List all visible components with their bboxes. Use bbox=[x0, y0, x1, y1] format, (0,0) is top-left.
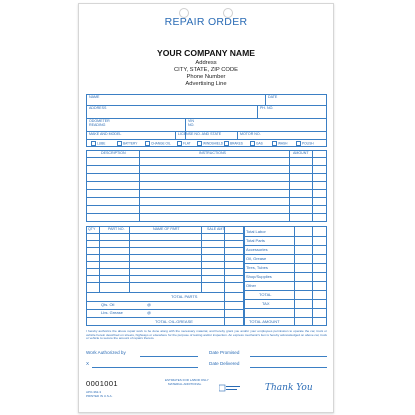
date-label: DATE bbox=[268, 95, 278, 99]
work-authorized-label: Work Authorized by bbox=[86, 350, 126, 355]
no-label: NO. bbox=[188, 123, 195, 127]
total-label: TOTAL bbox=[259, 292, 272, 297]
checkbox-gas[interactable]: GAS bbox=[250, 141, 263, 146]
form-code: APO-362-3 bbox=[86, 390, 102, 394]
tires-tubes-label: Tires, Tubes bbox=[246, 265, 268, 270]
odometer-label: ODOMETER bbox=[89, 119, 110, 123]
sale-amt-header: SALE AMT bbox=[207, 227, 225, 231]
instructions-header: INSTRUCTIONS bbox=[199, 151, 226, 155]
repair-order-form bbox=[78, 3, 334, 413]
company-advertising: Advertising Line bbox=[185, 81, 227, 87]
date-delivered-label: Date Delivered bbox=[209, 361, 240, 366]
checkbox-brakes[interactable]: BRAKES bbox=[224, 141, 243, 146]
company-phone: Phone Number bbox=[186, 74, 226, 80]
company-name: YOUR COMPANY NAME bbox=[156, 48, 256, 58]
reading-label: READING bbox=[89, 123, 106, 127]
description-header: DESCRIPTION bbox=[101, 151, 126, 155]
license-label: LICENSE NO. AND STATE bbox=[178, 132, 222, 136]
make-model-label: MAKE AND MODEL bbox=[89, 132, 122, 136]
checkbox-polish[interactable]: POLISH bbox=[296, 141, 314, 146]
qty-header: QTY bbox=[88, 227, 96, 231]
other-label: Other bbox=[246, 283, 257, 288]
lbs-grease-label: Lbs. Grease bbox=[101, 310, 123, 315]
thank-you-text: Thank You bbox=[265, 383, 313, 393]
shop-supplies-label: Shop/Supplies bbox=[246, 274, 272, 279]
total-parts-label: TOTAL PARTS bbox=[171, 294, 198, 299]
date-promised-line[interactable] bbox=[250, 356, 327, 357]
date-delivered-line[interactable] bbox=[250, 367, 327, 368]
form-title: REPAIR ORDER bbox=[164, 16, 248, 28]
total-amount-label: TOTAL AMOUNT bbox=[249, 319, 280, 324]
checkbox-wash[interactable]: WASH bbox=[272, 141, 287, 146]
company-city: CITY, STATE, ZIP CODE bbox=[174, 67, 238, 73]
work-authorized-line[interactable] bbox=[140, 356, 198, 357]
amount-header: AMOUNT bbox=[293, 151, 309, 155]
x-mark: X bbox=[86, 361, 90, 366]
accessories-label: Accessories bbox=[246, 247, 268, 252]
oil-grease-label: Oil, Grease bbox=[246, 256, 267, 261]
checkbox-battery[interactable]: BATTERY bbox=[117, 141, 137, 146]
authorization-text: I hereby authorize the above repair work to be done along with the necessary material, and hereby grant you and/or your employees permission to operate the car, truck or vehicle herein described on streets, highways or elsewhere for the purpose of testing and/or inspection. An express mechanic's lien is hereby acknowledged on above car, truck or vehicle to secure the amount of repairs thereto. bbox=[86, 329, 327, 341]
work-description-table bbox=[86, 150, 327, 222]
printer-logo-icon bbox=[219, 384, 241, 392]
signature-line[interactable] bbox=[92, 367, 198, 368]
qts-oil-at: @ bbox=[147, 302, 152, 307]
qts-oil-label: Qts. Oil bbox=[101, 302, 115, 307]
estimates-note: ESTIMATES FOR LABOR ONLY bbox=[165, 378, 209, 382]
checkbox-windshield[interactable]: WINDSHIELD bbox=[197, 141, 223, 146]
motor-label: MOTOR NO. bbox=[240, 132, 261, 136]
company-address: Address bbox=[195, 60, 217, 66]
total-labor-label: Total Labor bbox=[246, 229, 266, 234]
name-label: NAME bbox=[89, 95, 100, 99]
part-no-header: PART NO. bbox=[108, 227, 125, 231]
phone-label: PH. NO. bbox=[260, 106, 274, 110]
total-parts-summary-label: Total Parts bbox=[246, 238, 265, 243]
order-number: 0001001 bbox=[86, 379, 118, 388]
vin-label: VIN bbox=[188, 119, 194, 123]
checkbox-lube[interactable]: LUBE bbox=[91, 141, 105, 146]
printed-in-usa: PRINTED IN U.S.A. bbox=[86, 394, 113, 398]
checkbox-change-oil[interactable]: CHANGE OIL bbox=[145, 141, 171, 146]
material-note: MATERIAL ADDITIONAL bbox=[168, 382, 202, 386]
date-promised-label: Date Promised bbox=[209, 350, 240, 355]
lbs-grease-at: @ bbox=[147, 310, 152, 315]
name-of-part-header: NAME OF PART bbox=[153, 227, 180, 231]
checkbox-flat[interactable]: FLAT bbox=[177, 141, 191, 146]
address-label: ADDRESS bbox=[89, 106, 107, 110]
total-oil-grease-label: TOTAL OIL-GREASE bbox=[155, 319, 193, 324]
tax-label: TAX bbox=[262, 301, 270, 306]
